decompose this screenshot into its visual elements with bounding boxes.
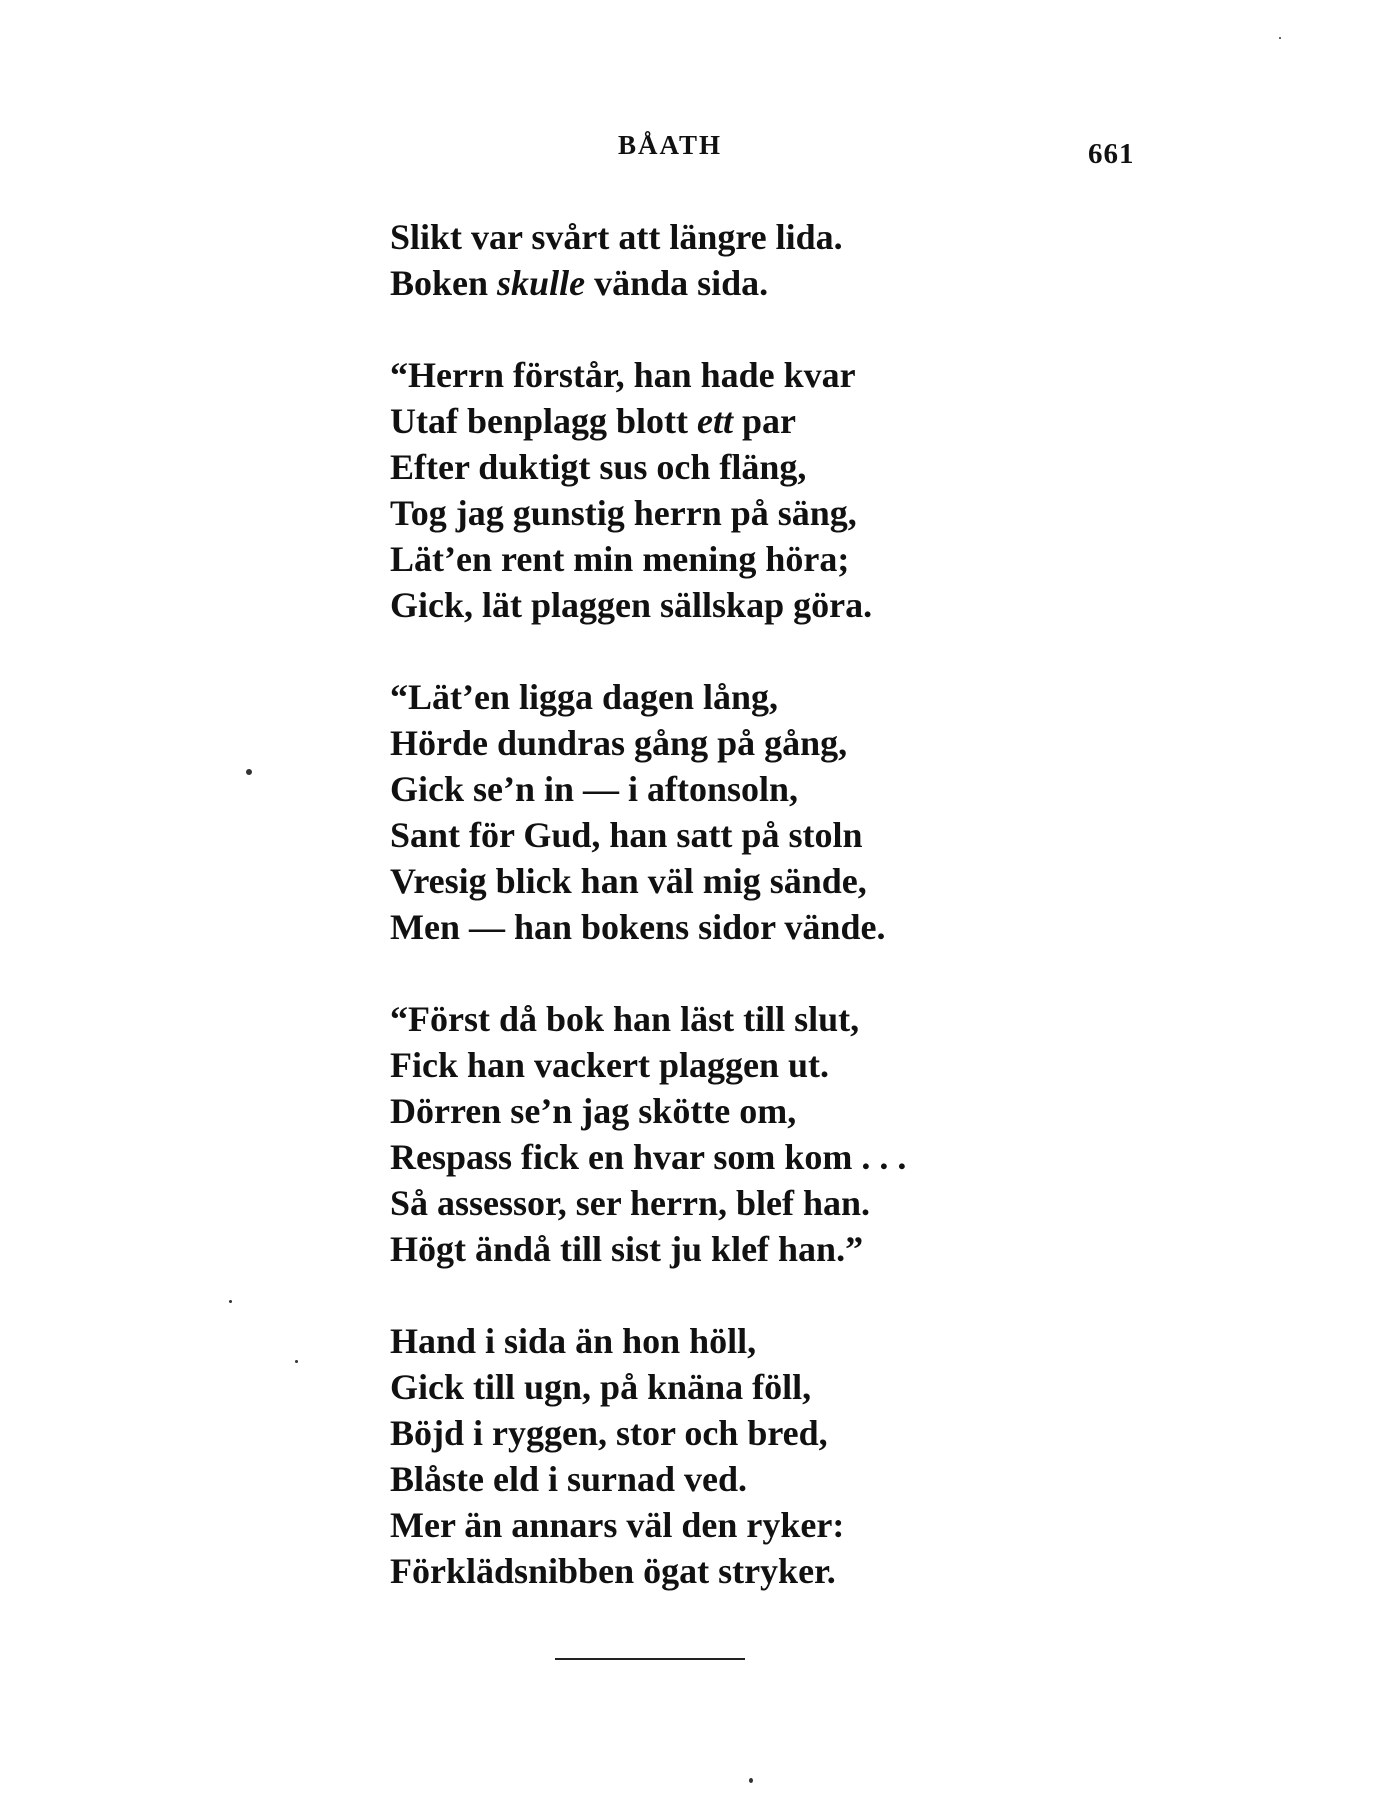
poem-line	[390, 1456, 1010, 1502]
poem-line	[390, 352, 1010, 398]
poem-line	[390, 1226, 1010, 1272]
poem-line-text: Efter duktigt sus och fläng,	[390, 447, 807, 487]
poem-line	[390, 1042, 1010, 1088]
poem-line	[390, 674, 1010, 720]
poem-line-text: Så assessor, ser herrn, blef han.	[390, 1183, 871, 1223]
poem-line	[390, 1318, 1010, 1364]
stanza	[390, 996, 1010, 1272]
page-number: 661	[1088, 138, 1135, 170]
poem-line	[390, 582, 1010, 628]
poem-line	[390, 1410, 1010, 1456]
poem-line-text: Lät’en rent min mening höra;	[390, 539, 850, 579]
poem-line	[390, 1364, 1010, 1410]
poem-line	[390, 490, 1010, 536]
poem-line-text: Slikt var svårt att längre lida.	[390, 217, 843, 257]
stanza	[390, 1318, 1010, 1594]
poem-line-text: Blåste eld i surnad ved.	[390, 1459, 748, 1499]
poem-line-text: Vresig blick han väl mig sände,	[390, 861, 867, 901]
poem-line	[390, 720, 1010, 766]
poem-line-text: Mer än annars väl den ryker:	[390, 1505, 845, 1545]
poem-line-emphasis: skulle	[497, 263, 586, 303]
poem-line	[390, 996, 1010, 1042]
poem-line	[390, 766, 1010, 812]
poem-line-text: Förklädsnibben ögat stryker.	[390, 1551, 836, 1591]
scan-speck	[246, 769, 252, 775]
poem-line	[390, 1134, 1010, 1180]
poem-text	[390, 214, 1010, 1594]
poem-line-text: Högt ändå till sist ju klef han.”	[390, 1229, 864, 1269]
poem-line-text: Gick till ugn, på knäna föll,	[390, 1367, 812, 1407]
poem-line-text: Hand i sida än hon höll,	[390, 1321, 757, 1361]
stanza	[390, 352, 1010, 628]
poem-line-text: Fick han vackert plaggen ut.	[390, 1045, 830, 1085]
poem-line-text: “Herrn förstår, han hade kvar	[390, 355, 856, 395]
poem-line-text: Boken	[390, 263, 498, 303]
stanza	[390, 674, 1010, 950]
scan-speck	[229, 1300, 232, 1303]
poem-line-text: “Lät’en ligga dagen lång,	[390, 677, 779, 717]
poem-line-emphasis: ett	[697, 401, 734, 441]
end-rule	[555, 1658, 745, 1660]
poem-line	[390, 260, 1010, 306]
poem-line-text: Utaf benplagg blott	[390, 401, 698, 441]
running-head: BÅATH	[617, 130, 722, 160]
stanza	[390, 214, 1010, 306]
poem-line-text: par	[733, 401, 797, 441]
poem-line-text: Hörde dundras gång på gång,	[390, 723, 848, 763]
poem-line-text: Dörren se’n jag skötte om,	[390, 1091, 797, 1131]
poem-line	[390, 214, 1010, 260]
poem-line-text: Sant för Gud, han satt på stoln	[390, 815, 863, 855]
poem-line-text: “Först då bok han läst till slut,	[390, 999, 860, 1039]
scan-speck	[749, 1778, 753, 1783]
poem-line	[390, 398, 1010, 444]
poem-line-text: Respass fick en hvar som kom . . .	[390, 1137, 907, 1177]
poem-line-text: vända sida.	[585, 263, 769, 303]
poem-line	[390, 536, 1010, 582]
poem-line-text: Men — han bokens sidor vände.	[390, 907, 886, 947]
poem-line	[390, 812, 1010, 858]
poem-line-text: Gick, lät plaggen sällskap göra.	[390, 585, 873, 625]
poem-line	[390, 1502, 1010, 1548]
poem-line	[390, 1548, 1010, 1594]
poem-line	[390, 444, 1010, 490]
poem-line	[390, 858, 1010, 904]
scan-speck	[1279, 37, 1281, 39]
poem-line-text: Böjd i ryggen, stor och bred,	[390, 1413, 828, 1453]
poem-line	[390, 1088, 1010, 1134]
poem-line-text: Tog jag gunstig herrn på säng,	[390, 493, 857, 533]
scan-speck	[295, 1360, 298, 1363]
poem-line	[390, 904, 1010, 950]
poem-line-text: Gick se’n in — i aftonsoln,	[390, 769, 799, 809]
poem-line	[390, 1180, 1010, 1226]
